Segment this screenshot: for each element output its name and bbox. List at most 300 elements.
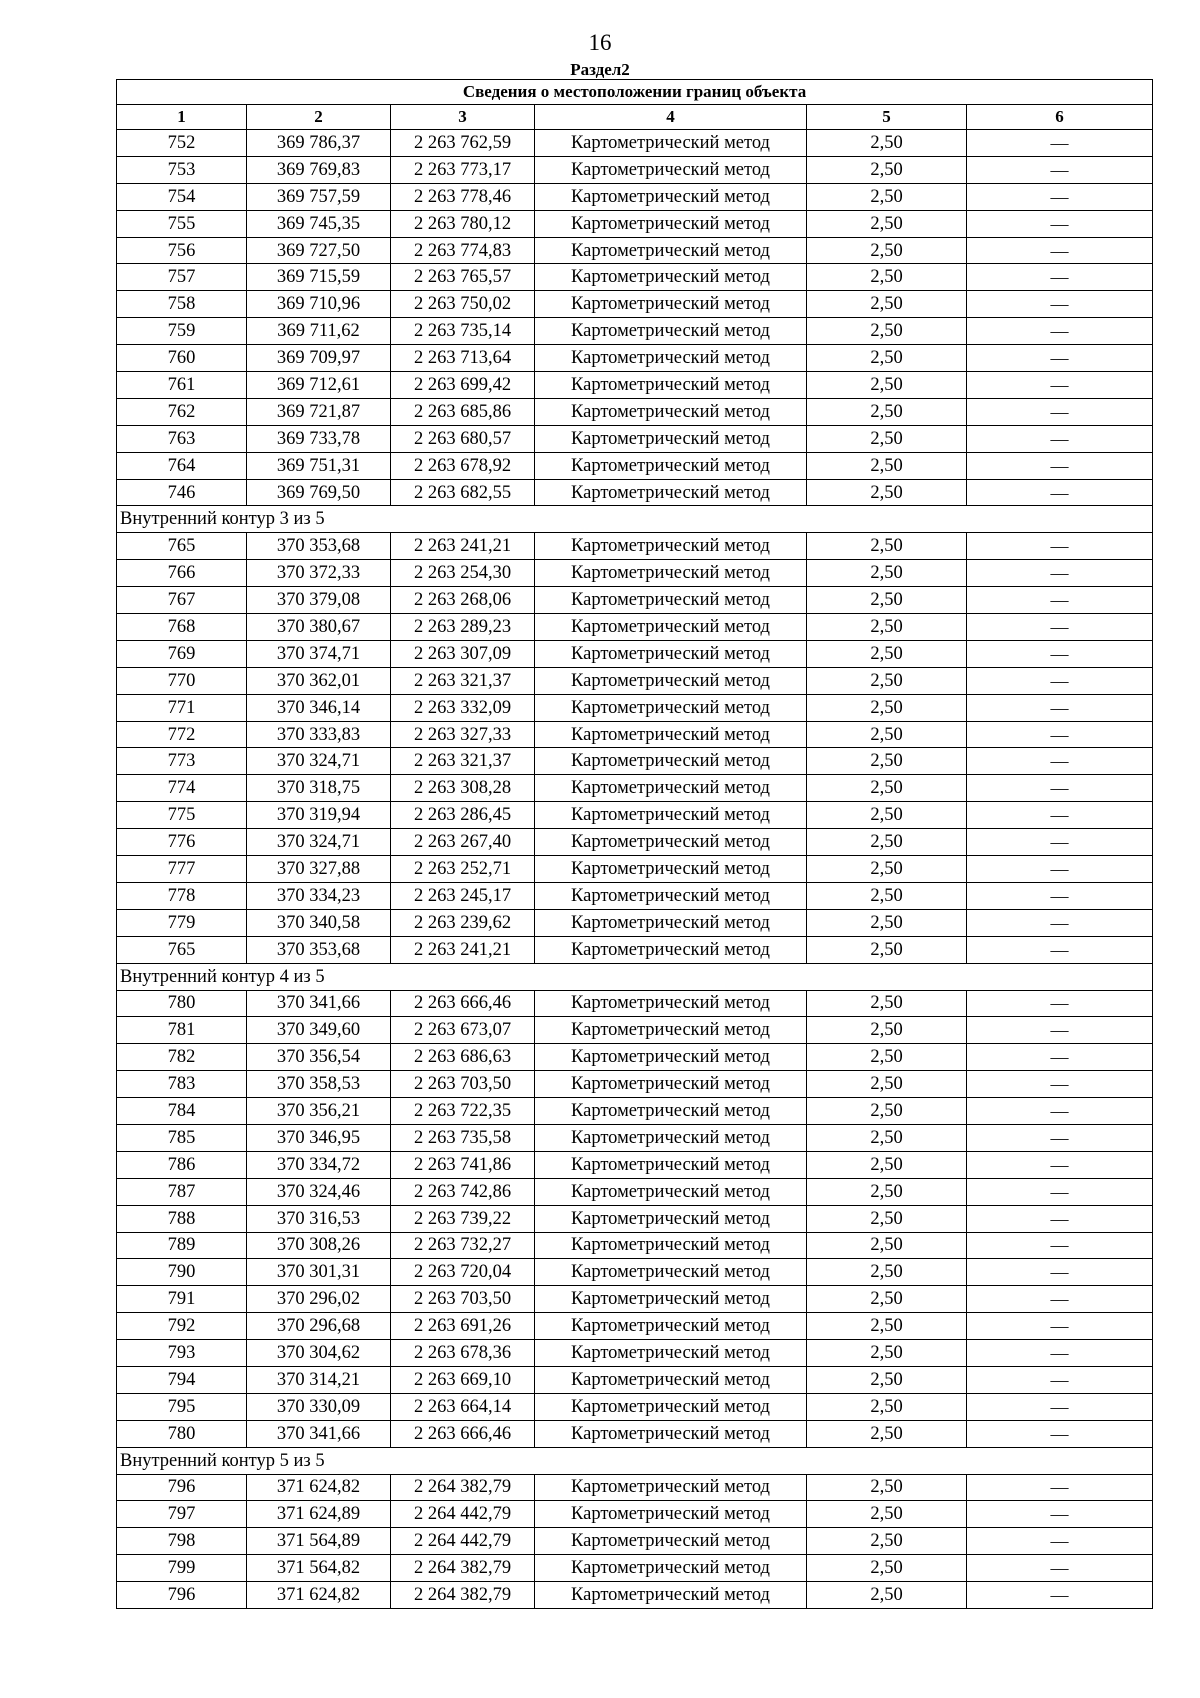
x-coordinate-cell: 370 356,54 xyxy=(247,1044,391,1071)
note-cell: — xyxy=(967,802,1153,829)
accuracy-cell: 2,50 xyxy=(807,1420,967,1447)
method-cell: Картометрический метод xyxy=(535,264,807,291)
y-coordinate-cell: 2 263 239,62 xyxy=(391,909,535,936)
column-header: 3 xyxy=(391,105,535,130)
note-cell: — xyxy=(967,452,1153,479)
x-coordinate-cell: 370 334,72 xyxy=(247,1151,391,1178)
point-number-cell: 778 xyxy=(117,882,247,909)
x-coordinate-cell: 370 372,33 xyxy=(247,560,391,587)
note-cell: — xyxy=(967,425,1153,452)
y-coordinate-cell: 2 264 442,79 xyxy=(391,1528,535,1555)
y-coordinate-cell: 2 263 739,22 xyxy=(391,1205,535,1232)
note-cell: — xyxy=(967,1232,1153,1259)
table-row xyxy=(117,560,1153,587)
y-coordinate-cell: 2 263 245,17 xyxy=(391,882,535,909)
table-row xyxy=(117,1555,1153,1582)
x-coordinate-cell: 370 296,02 xyxy=(247,1286,391,1313)
accuracy-cell: 2,50 xyxy=(807,130,967,157)
column-header: 6 xyxy=(967,105,1153,130)
note-cell: — xyxy=(967,775,1153,802)
note-cell: — xyxy=(967,1098,1153,1125)
accuracy-cell: 2,50 xyxy=(807,1366,967,1393)
accuracy-cell: 2,50 xyxy=(807,721,967,748)
y-coordinate-cell: 2 263 289,23 xyxy=(391,614,535,641)
method-cell: Картометрический метод xyxy=(535,533,807,560)
accuracy-cell: 2,50 xyxy=(807,1044,967,1071)
point-number-cell: 769 xyxy=(117,640,247,667)
note-cell: — xyxy=(967,345,1153,372)
accuracy-cell: 2,50 xyxy=(807,748,967,775)
accuracy-cell: 2,50 xyxy=(807,1205,967,1232)
x-coordinate-cell: 371 564,82 xyxy=(247,1555,391,1582)
contour-header-row xyxy=(117,963,1153,990)
accuracy-cell: 2,50 xyxy=(807,1178,967,1205)
method-cell: Картометрический метод xyxy=(535,856,807,883)
method-cell: Картометрический метод xyxy=(535,1178,807,1205)
method-cell: Картометрический метод xyxy=(535,1474,807,1501)
point-number-cell: 774 xyxy=(117,775,247,802)
method-cell: Картометрический метод xyxy=(535,452,807,479)
x-coordinate-cell: 370 346,95 xyxy=(247,1124,391,1151)
method-cell: Картометрический метод xyxy=(535,372,807,399)
method-cell: Картометрический метод xyxy=(535,1044,807,1071)
x-coordinate-cell: 370 330,09 xyxy=(247,1393,391,1420)
accuracy-cell: 2,50 xyxy=(807,1501,967,1528)
table-row xyxy=(117,533,1153,560)
method-cell: Картометрический метод xyxy=(535,721,807,748)
x-coordinate-cell: 370 374,71 xyxy=(247,640,391,667)
x-coordinate-cell: 369 751,31 xyxy=(247,452,391,479)
y-coordinate-cell: 2 263 307,09 xyxy=(391,640,535,667)
point-number-cell: 764 xyxy=(117,452,247,479)
note-cell: — xyxy=(967,1205,1153,1232)
accuracy-cell: 2,50 xyxy=(807,1071,967,1098)
point-number-cell: 799 xyxy=(117,1555,247,1582)
accuracy-cell: 2,50 xyxy=(807,856,967,883)
contour-label: Внутренний контур 4 из 5 xyxy=(117,963,1153,990)
table-row xyxy=(117,183,1153,210)
accuracy-cell: 2,50 xyxy=(807,1017,967,1044)
table-row xyxy=(117,291,1153,318)
x-coordinate-cell: 370 349,60 xyxy=(247,1017,391,1044)
method-cell: Картометрический метод xyxy=(535,802,807,829)
x-coordinate-cell: 370 353,68 xyxy=(247,533,391,560)
point-number-cell: 767 xyxy=(117,587,247,614)
x-coordinate-cell: 371 624,82 xyxy=(247,1582,391,1609)
x-coordinate-cell: 370 341,66 xyxy=(247,990,391,1017)
x-coordinate-cell: 369 710,96 xyxy=(247,291,391,318)
point-number-cell: 787 xyxy=(117,1178,247,1205)
method-cell: Картометрический метод xyxy=(535,1017,807,1044)
table-row xyxy=(117,1178,1153,1205)
table-row xyxy=(117,1286,1153,1313)
y-coordinate-cell: 2 263 254,30 xyxy=(391,560,535,587)
table-row xyxy=(117,210,1153,237)
y-coordinate-cell: 2 263 252,71 xyxy=(391,856,535,883)
table-row xyxy=(117,398,1153,425)
note-cell: — xyxy=(967,560,1153,587)
note-cell: — xyxy=(967,1124,1153,1151)
y-coordinate-cell: 2 263 286,45 xyxy=(391,802,535,829)
table-body xyxy=(117,130,1153,1609)
y-coordinate-cell: 2 263 691,26 xyxy=(391,1313,535,1340)
accuracy-cell: 2,50 xyxy=(807,614,967,641)
y-coordinate-cell: 2 263 699,42 xyxy=(391,372,535,399)
accuracy-cell: 2,50 xyxy=(807,1528,967,1555)
point-number-cell: 788 xyxy=(117,1205,247,1232)
point-number-cell: 779 xyxy=(117,909,247,936)
point-number-cell: 791 xyxy=(117,1286,247,1313)
y-coordinate-cell: 2 263 267,40 xyxy=(391,829,535,856)
method-cell: Картометрический метод xyxy=(535,318,807,345)
point-number-cell: 792 xyxy=(117,1313,247,1340)
table-row xyxy=(117,909,1153,936)
method-cell: Картометрический метод xyxy=(535,936,807,963)
note-cell: — xyxy=(967,936,1153,963)
y-coordinate-cell: 2 263 742,86 xyxy=(391,1178,535,1205)
x-coordinate-cell: 370 356,21 xyxy=(247,1098,391,1125)
method-cell: Картометрический метод xyxy=(535,1313,807,1340)
method-cell: Картометрический метод xyxy=(535,1501,807,1528)
method-cell: Картометрический метод xyxy=(535,1098,807,1125)
table-row xyxy=(117,345,1153,372)
point-number-cell: 776 xyxy=(117,829,247,856)
y-coordinate-cell: 2 263 741,86 xyxy=(391,1151,535,1178)
method-cell: Картометрический метод xyxy=(535,560,807,587)
note-cell: — xyxy=(967,1178,1153,1205)
method-cell: Картометрический метод xyxy=(535,1340,807,1367)
accuracy-cell: 2,50 xyxy=(807,345,967,372)
y-coordinate-cell: 2 263 750,02 xyxy=(391,291,535,318)
accuracy-cell: 2,50 xyxy=(807,1151,967,1178)
table-header-row xyxy=(117,105,1153,130)
point-number-cell: 755 xyxy=(117,210,247,237)
accuracy-cell: 2,50 xyxy=(807,560,967,587)
point-number-cell: 772 xyxy=(117,721,247,748)
table-row xyxy=(117,990,1153,1017)
y-coordinate-cell: 2 263 685,86 xyxy=(391,398,535,425)
y-coordinate-cell: 2 263 678,36 xyxy=(391,1340,535,1367)
accuracy-cell: 2,50 xyxy=(807,1098,967,1125)
note-cell: — xyxy=(967,1286,1153,1313)
y-coordinate-cell: 2 263 664,14 xyxy=(391,1393,535,1420)
accuracy-cell: 2,50 xyxy=(807,183,967,210)
method-cell: Картометрический метод xyxy=(535,425,807,452)
point-number-cell: 777 xyxy=(117,856,247,883)
method-cell: Картометрический метод xyxy=(535,237,807,264)
accuracy-cell: 2,50 xyxy=(807,775,967,802)
x-coordinate-cell: 370 301,31 xyxy=(247,1259,391,1286)
table-row xyxy=(117,1501,1153,1528)
contour-header-row xyxy=(117,506,1153,533)
table-row xyxy=(117,1017,1153,1044)
table-row xyxy=(117,856,1153,883)
y-coordinate-cell: 2 264 382,79 xyxy=(391,1474,535,1501)
table-row xyxy=(117,587,1153,614)
column-header: 1 xyxy=(117,105,247,130)
table-row xyxy=(117,1393,1153,1420)
method-cell: Картометрический метод xyxy=(535,210,807,237)
accuracy-cell: 2,50 xyxy=(807,829,967,856)
note-cell: — xyxy=(967,667,1153,694)
x-coordinate-cell: 370 362,01 xyxy=(247,667,391,694)
point-number-cell: 797 xyxy=(117,1501,247,1528)
section-title: Раздел2 xyxy=(570,60,630,79)
note-cell: — xyxy=(967,1071,1153,1098)
note-cell: — xyxy=(967,882,1153,909)
method-cell: Картометрический метод xyxy=(535,694,807,721)
point-number-cell: 765 xyxy=(117,936,247,963)
x-coordinate-cell: 370 353,68 xyxy=(247,936,391,963)
y-coordinate-cell: 2 263 735,58 xyxy=(391,1124,535,1151)
method-cell: Картометрический метод xyxy=(535,614,807,641)
y-coordinate-cell: 2 263 773,17 xyxy=(391,156,535,183)
point-number-cell: 757 xyxy=(117,264,247,291)
note-cell: — xyxy=(967,1474,1153,1501)
x-coordinate-cell: 370 380,67 xyxy=(247,614,391,641)
note-cell: — xyxy=(967,1017,1153,1044)
table-row xyxy=(117,1474,1153,1501)
note-cell: — xyxy=(967,1420,1153,1447)
table-row xyxy=(117,1071,1153,1098)
method-cell: Картометрический метод xyxy=(535,1259,807,1286)
accuracy-cell: 2,50 xyxy=(807,533,967,560)
y-coordinate-cell: 2 263 308,28 xyxy=(391,775,535,802)
note-cell: — xyxy=(967,1313,1153,1340)
note-cell: — xyxy=(967,183,1153,210)
point-number-cell: 794 xyxy=(117,1366,247,1393)
boundary-coordinates-table xyxy=(116,79,1153,1609)
contour-header-row xyxy=(117,1447,1153,1474)
note-cell: — xyxy=(967,479,1153,506)
table-row xyxy=(117,936,1153,963)
y-coordinate-cell: 2 263 678,92 xyxy=(391,452,535,479)
y-coordinate-cell: 2 263 332,09 xyxy=(391,694,535,721)
table-row xyxy=(117,721,1153,748)
method-cell: Картометрический метод xyxy=(535,909,807,936)
point-number-cell: 770 xyxy=(117,667,247,694)
note-cell: — xyxy=(967,1501,1153,1528)
accuracy-cell: 2,50 xyxy=(807,1340,967,1367)
y-coordinate-cell: 2 263 722,35 xyxy=(391,1098,535,1125)
table-row xyxy=(117,829,1153,856)
y-coordinate-cell: 2 263 720,04 xyxy=(391,1259,535,1286)
method-cell: Картометрический метод xyxy=(535,1151,807,1178)
note-cell: — xyxy=(967,748,1153,775)
point-number-cell: 784 xyxy=(117,1098,247,1125)
note-cell: — xyxy=(967,1151,1153,1178)
table-row xyxy=(117,748,1153,775)
table-row xyxy=(117,1528,1153,1555)
y-coordinate-cell: 2 263 762,59 xyxy=(391,130,535,157)
point-number-cell: 790 xyxy=(117,1259,247,1286)
method-cell: Картометрический метод xyxy=(535,1286,807,1313)
x-coordinate-cell: 369 733,78 xyxy=(247,425,391,452)
note-cell: — xyxy=(967,210,1153,237)
note-cell: — xyxy=(967,1582,1153,1609)
method-cell: Картометрический метод xyxy=(535,829,807,856)
x-coordinate-cell: 371 624,89 xyxy=(247,1501,391,1528)
note-cell: — xyxy=(967,856,1153,883)
x-coordinate-cell: 370 340,58 xyxy=(247,909,391,936)
x-coordinate-cell: 370 314,21 xyxy=(247,1366,391,1393)
y-coordinate-cell: 2 263 666,46 xyxy=(391,1420,535,1447)
contour-label: Внутренний контур 3 из 5 xyxy=(117,506,1153,533)
note-cell: — xyxy=(967,1555,1153,1582)
accuracy-cell: 2,50 xyxy=(807,1124,967,1151)
accuracy-cell: 2,50 xyxy=(807,264,967,291)
y-coordinate-cell: 2 263 735,14 xyxy=(391,318,535,345)
y-coordinate-cell: 2 263 703,50 xyxy=(391,1286,535,1313)
table-row xyxy=(117,1340,1153,1367)
note-cell: — xyxy=(967,1393,1153,1420)
table-row xyxy=(117,264,1153,291)
method-cell: Картометрический метод xyxy=(535,748,807,775)
table-row xyxy=(117,372,1153,399)
x-coordinate-cell: 371 624,82 xyxy=(247,1474,391,1501)
method-cell: Картометрический метод xyxy=(535,1124,807,1151)
method-cell: Картометрический метод xyxy=(535,345,807,372)
method-cell: Картометрический метод xyxy=(535,1071,807,1098)
point-number-cell: 765 xyxy=(117,533,247,560)
table-row xyxy=(117,156,1153,183)
y-coordinate-cell: 2 263 765,57 xyxy=(391,264,535,291)
accuracy-cell: 2,50 xyxy=(807,1393,967,1420)
y-coordinate-cell: 2 263 778,46 xyxy=(391,183,535,210)
accuracy-cell: 2,50 xyxy=(807,425,967,452)
accuracy-cell: 2,50 xyxy=(807,291,967,318)
column-header: 4 xyxy=(535,105,807,130)
point-number-cell: 796 xyxy=(117,1474,247,1501)
accuracy-cell: 2,50 xyxy=(807,1259,967,1286)
table-row xyxy=(117,1366,1153,1393)
method-cell: Картометрический метод xyxy=(535,1420,807,1447)
x-coordinate-cell: 370 308,26 xyxy=(247,1232,391,1259)
y-coordinate-cell: 2 263 327,33 xyxy=(391,721,535,748)
accuracy-cell: 2,50 xyxy=(807,210,967,237)
accuracy-cell: 2,50 xyxy=(807,802,967,829)
y-coordinate-cell: 2 263 268,06 xyxy=(391,587,535,614)
column-header: 2 xyxy=(247,105,391,130)
method-cell: Картометрический метод xyxy=(535,1393,807,1420)
table-caption: Сведения о местоположении границ объекта xyxy=(117,80,1153,105)
accuracy-cell: 2,50 xyxy=(807,1582,967,1609)
note-cell: — xyxy=(967,398,1153,425)
table-row xyxy=(117,1259,1153,1286)
point-number-cell: 753 xyxy=(117,156,247,183)
x-coordinate-cell: 369 745,35 xyxy=(247,210,391,237)
point-number-cell: 761 xyxy=(117,372,247,399)
y-coordinate-cell: 2 263 780,12 xyxy=(391,210,535,237)
x-coordinate-cell: 369 769,50 xyxy=(247,479,391,506)
y-coordinate-cell: 2 263 682,55 xyxy=(391,479,535,506)
method-cell: Картометрический метод xyxy=(535,1232,807,1259)
note-cell: — xyxy=(967,264,1153,291)
method-cell: Картометрический метод xyxy=(535,291,807,318)
point-number-cell: 780 xyxy=(117,1420,247,1447)
accuracy-cell: 2,50 xyxy=(807,1232,967,1259)
y-coordinate-cell: 2 263 774,83 xyxy=(391,237,535,264)
x-coordinate-cell: 370 324,46 xyxy=(247,1178,391,1205)
method-cell: Картометрический метод xyxy=(535,667,807,694)
x-coordinate-cell: 369 786,37 xyxy=(247,130,391,157)
point-number-cell: 756 xyxy=(117,237,247,264)
point-number-cell: 785 xyxy=(117,1124,247,1151)
y-coordinate-cell: 2 264 442,79 xyxy=(391,1501,535,1528)
x-coordinate-cell: 369 709,97 xyxy=(247,345,391,372)
note-cell: — xyxy=(967,640,1153,667)
table-row xyxy=(117,614,1153,641)
x-coordinate-cell: 369 711,62 xyxy=(247,318,391,345)
x-coordinate-cell: 370 318,75 xyxy=(247,775,391,802)
point-number-cell: 781 xyxy=(117,1017,247,1044)
x-coordinate-cell: 369 715,59 xyxy=(247,264,391,291)
note-cell: — xyxy=(967,533,1153,560)
x-coordinate-cell: 369 712,61 xyxy=(247,372,391,399)
y-coordinate-cell: 2 263 732,27 xyxy=(391,1232,535,1259)
point-number-cell: 758 xyxy=(117,291,247,318)
accuracy-cell: 2,50 xyxy=(807,318,967,345)
note-cell: — xyxy=(967,1340,1153,1367)
y-coordinate-cell: 2 263 321,37 xyxy=(391,667,535,694)
note-cell: — xyxy=(967,694,1153,721)
accuracy-cell: 2,50 xyxy=(807,990,967,1017)
table-caption-row xyxy=(117,80,1153,105)
y-coordinate-cell: 2 263 713,64 xyxy=(391,345,535,372)
point-number-cell: 798 xyxy=(117,1528,247,1555)
note-cell: — xyxy=(967,237,1153,264)
point-number-cell: 793 xyxy=(117,1340,247,1367)
note-cell: — xyxy=(967,587,1153,614)
point-number-cell: 789 xyxy=(117,1232,247,1259)
point-number-cell: 795 xyxy=(117,1393,247,1420)
x-coordinate-cell: 370 341,66 xyxy=(247,1420,391,1447)
note-cell: — xyxy=(967,318,1153,345)
accuracy-cell: 2,50 xyxy=(807,1313,967,1340)
table-row xyxy=(117,667,1153,694)
table-row xyxy=(117,1205,1153,1232)
x-coordinate-cell: 369 721,87 xyxy=(247,398,391,425)
table-row xyxy=(117,1124,1153,1151)
note-cell: — xyxy=(967,1259,1153,1286)
table-row xyxy=(117,1313,1153,1340)
point-number-cell: 759 xyxy=(117,318,247,345)
method-cell: Картометрический метод xyxy=(535,130,807,157)
point-number-cell: 746 xyxy=(117,479,247,506)
x-coordinate-cell: 370 327,88 xyxy=(247,856,391,883)
accuracy-cell: 2,50 xyxy=(807,936,967,963)
note-cell: — xyxy=(967,1044,1153,1071)
point-number-cell: 763 xyxy=(117,425,247,452)
accuracy-cell: 2,50 xyxy=(807,452,967,479)
contour-label: Внутренний контур 5 из 5 xyxy=(117,1447,1153,1474)
accuracy-cell: 2,50 xyxy=(807,882,967,909)
note-cell: — xyxy=(967,1528,1153,1555)
table-row xyxy=(117,237,1153,264)
y-coordinate-cell: 2 263 686,63 xyxy=(391,1044,535,1071)
y-coordinate-cell: 2 263 241,21 xyxy=(391,936,535,963)
table-row xyxy=(117,1044,1153,1071)
x-coordinate-cell: 369 769,83 xyxy=(247,156,391,183)
table-row xyxy=(117,479,1153,506)
point-number-cell: 796 xyxy=(117,1582,247,1609)
page-number: 16 xyxy=(588,30,612,55)
accuracy-cell: 2,50 xyxy=(807,909,967,936)
point-number-cell: 754 xyxy=(117,183,247,210)
table-row xyxy=(117,882,1153,909)
note-cell: — xyxy=(967,1366,1153,1393)
point-number-cell: 760 xyxy=(117,345,247,372)
